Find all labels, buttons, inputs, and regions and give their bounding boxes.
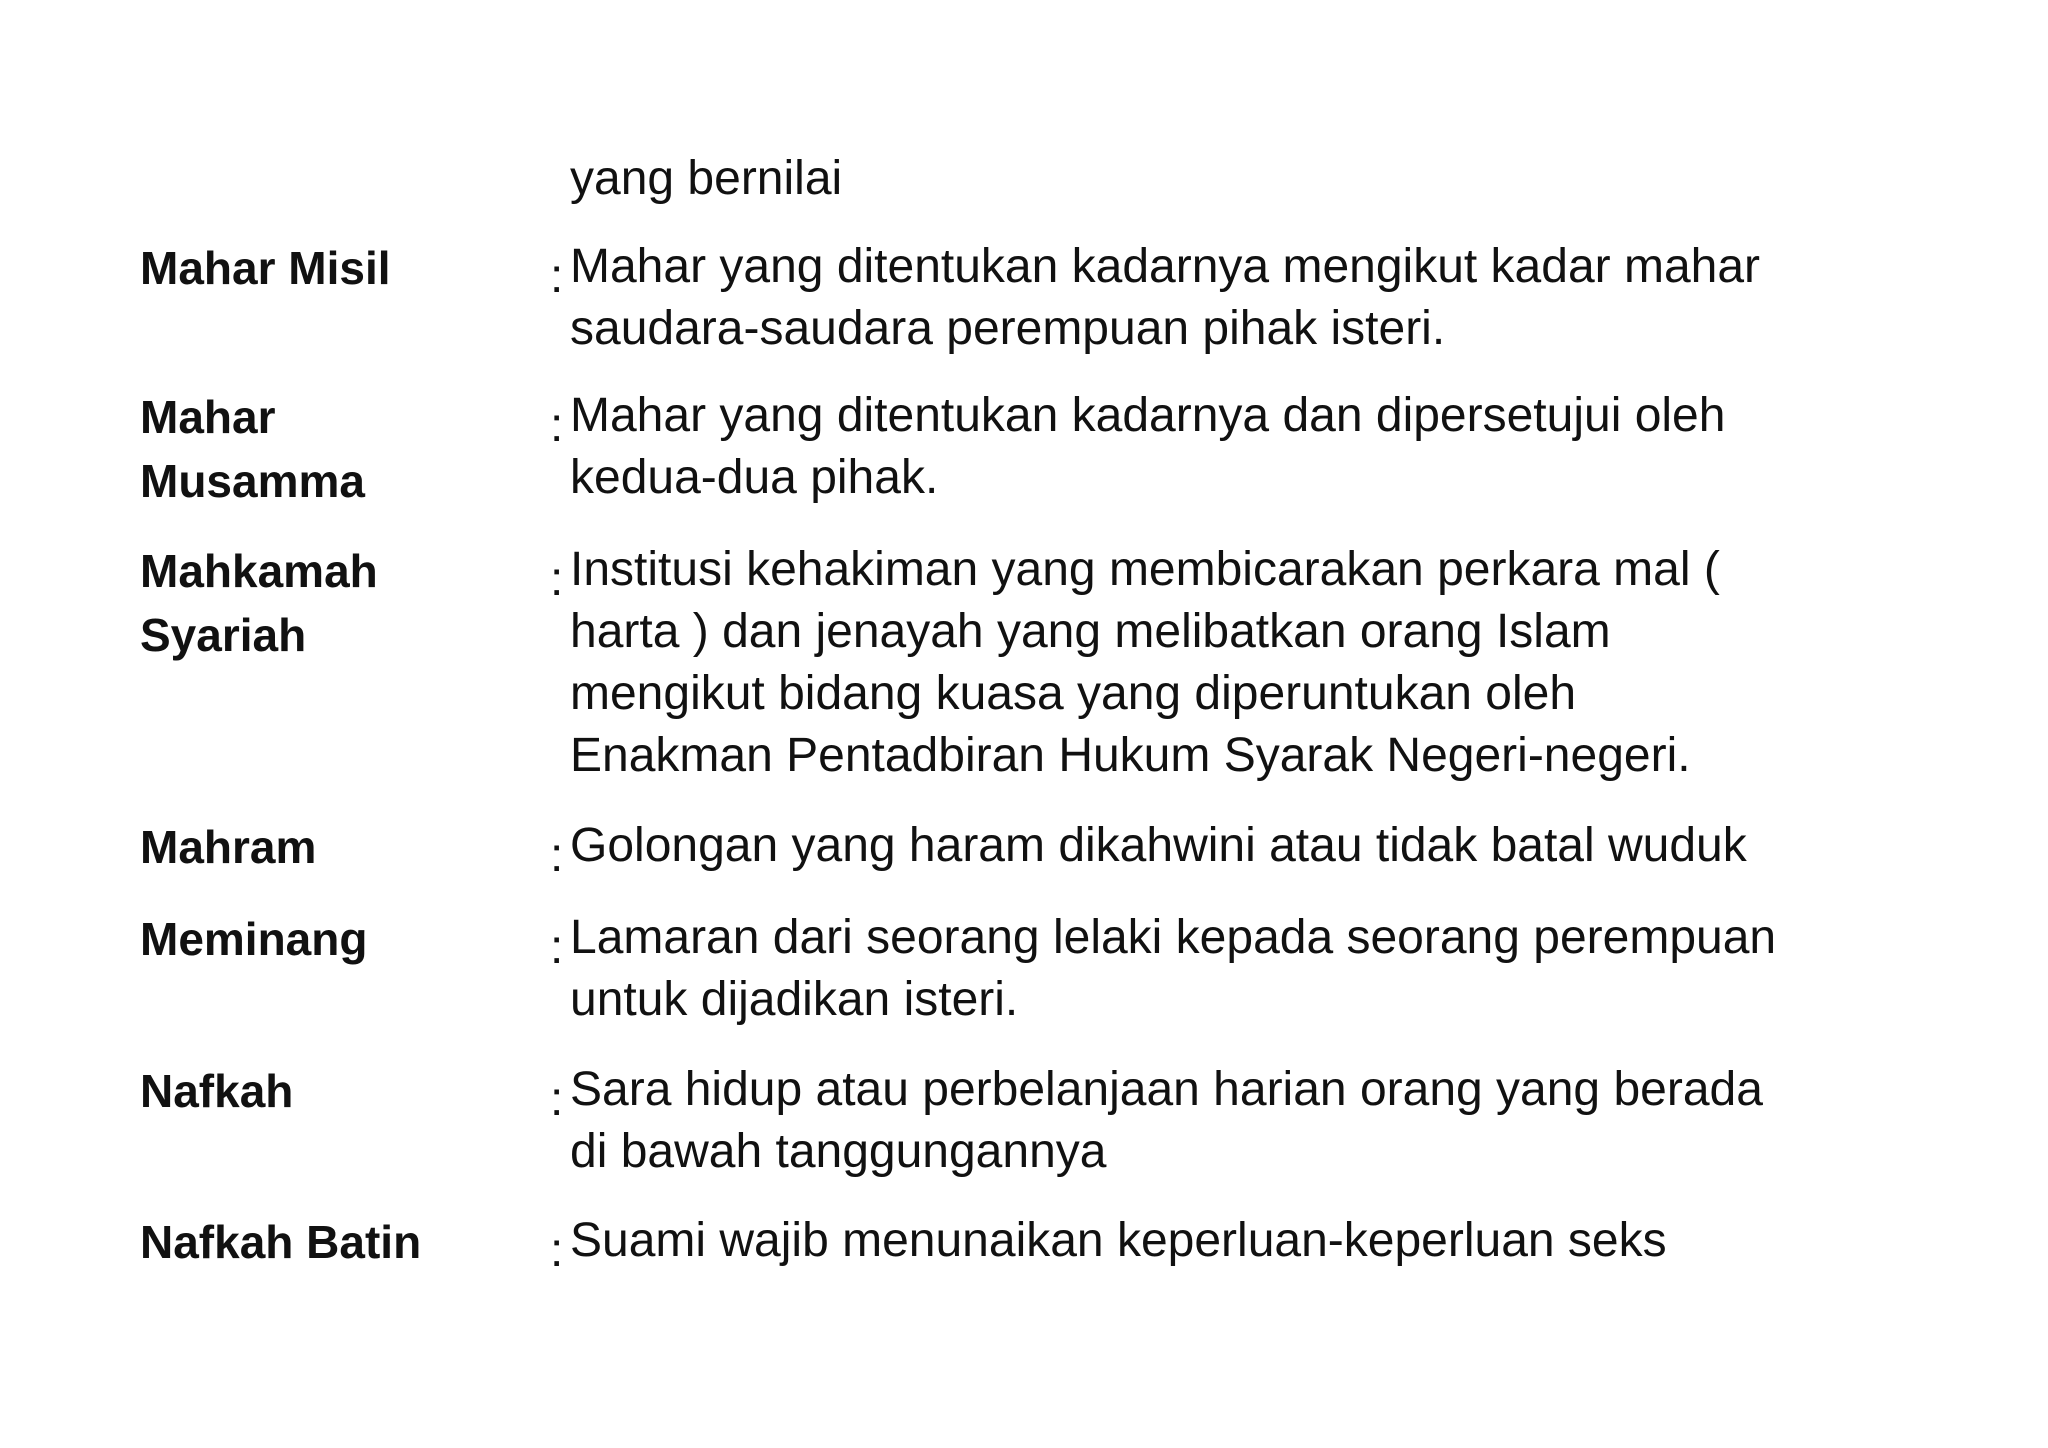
term-separator: : bbox=[550, 1073, 564, 1126]
definition-line: Suami wajib menunaikan keperluan-keperluan seks bbox=[570, 1214, 1667, 1267]
glossary-definition bbox=[570, 1059, 2048, 1183]
glossary-term: Nafkah Batin bbox=[140, 1216, 422, 1268]
glossary-term: Mahar Misil bbox=[140, 242, 391, 294]
glossary-definition bbox=[570, 539, 2048, 787]
glossary-definition bbox=[570, 236, 2048, 360]
glossary-term: Nafkah bbox=[140, 1065, 294, 1117]
definition-line: mengikut bidang kuasa yang diperuntukan oleh bbox=[570, 667, 1577, 720]
definition-line: saudara-saudara perempuan pihak isteri. bbox=[570, 302, 1446, 355]
term-separator: : bbox=[550, 921, 564, 974]
term-separator: : bbox=[550, 1224, 564, 1277]
term-line: Syariah bbox=[140, 609, 307, 661]
term-line: Mahar bbox=[140, 391, 276, 443]
definition-line: Institusi kehakiman yang membicarakan perkara mal ( bbox=[570, 543, 1720, 596]
term-separator: : bbox=[550, 829, 564, 882]
term-separator: : bbox=[550, 553, 564, 606]
glossary-entry-nafkah-batin bbox=[140, 1210, 1940, 1410]
glossary-term bbox=[140, 385, 540, 513]
definition-line: Mahar yang ditentukan kadarnya mengikut kadar mahar bbox=[570, 240, 1761, 293]
term-separator: : bbox=[550, 250, 564, 303]
definition-line: harta ) dan jenayah yang melibatkan orang Islam bbox=[570, 605, 1611, 658]
definition-line: kedua-dua pihak. bbox=[570, 451, 939, 504]
term-line: Musamma bbox=[140, 455, 365, 507]
definition-line: Lamaran dari seorang lelaki kepada seorang perempuan bbox=[570, 911, 1777, 964]
term-separator: : bbox=[550, 399, 564, 452]
glossary-term: Mahram bbox=[140, 821, 317, 873]
definition-line: Enakman Pentadbiran Hukum Syarak Negeri-negeri. bbox=[570, 729, 1691, 782]
glossary-definition bbox=[570, 385, 2048, 509]
term-line: Mahkamah bbox=[140, 545, 378, 597]
definition-line: untuk dijadikan isteri. bbox=[570, 973, 1019, 1026]
definition-line: Sara hidup atau perbelanjaan harian orang yang berada bbox=[570, 1063, 1763, 1116]
continued-definition-text: yang bernilai bbox=[570, 152, 843, 205]
glossary-definition bbox=[570, 815, 2048, 877]
glossary-entry-mahkamah-syariah bbox=[140, 539, 1940, 782]
definition-line: di bawah tanggungannya bbox=[570, 1125, 1107, 1178]
definition-line: Golongan yang haram dikahwini atau tidak batal wuduk bbox=[570, 819, 1747, 872]
definition-line: Mahar yang ditentukan kadarnya dan dipersetujui oleh bbox=[570, 389, 1726, 442]
glossary-definition bbox=[570, 1210, 2048, 1272]
glossary-term: Meminang bbox=[140, 913, 368, 965]
glossary-definition bbox=[570, 907, 2048, 1031]
glossary-term bbox=[140, 539, 540, 667]
